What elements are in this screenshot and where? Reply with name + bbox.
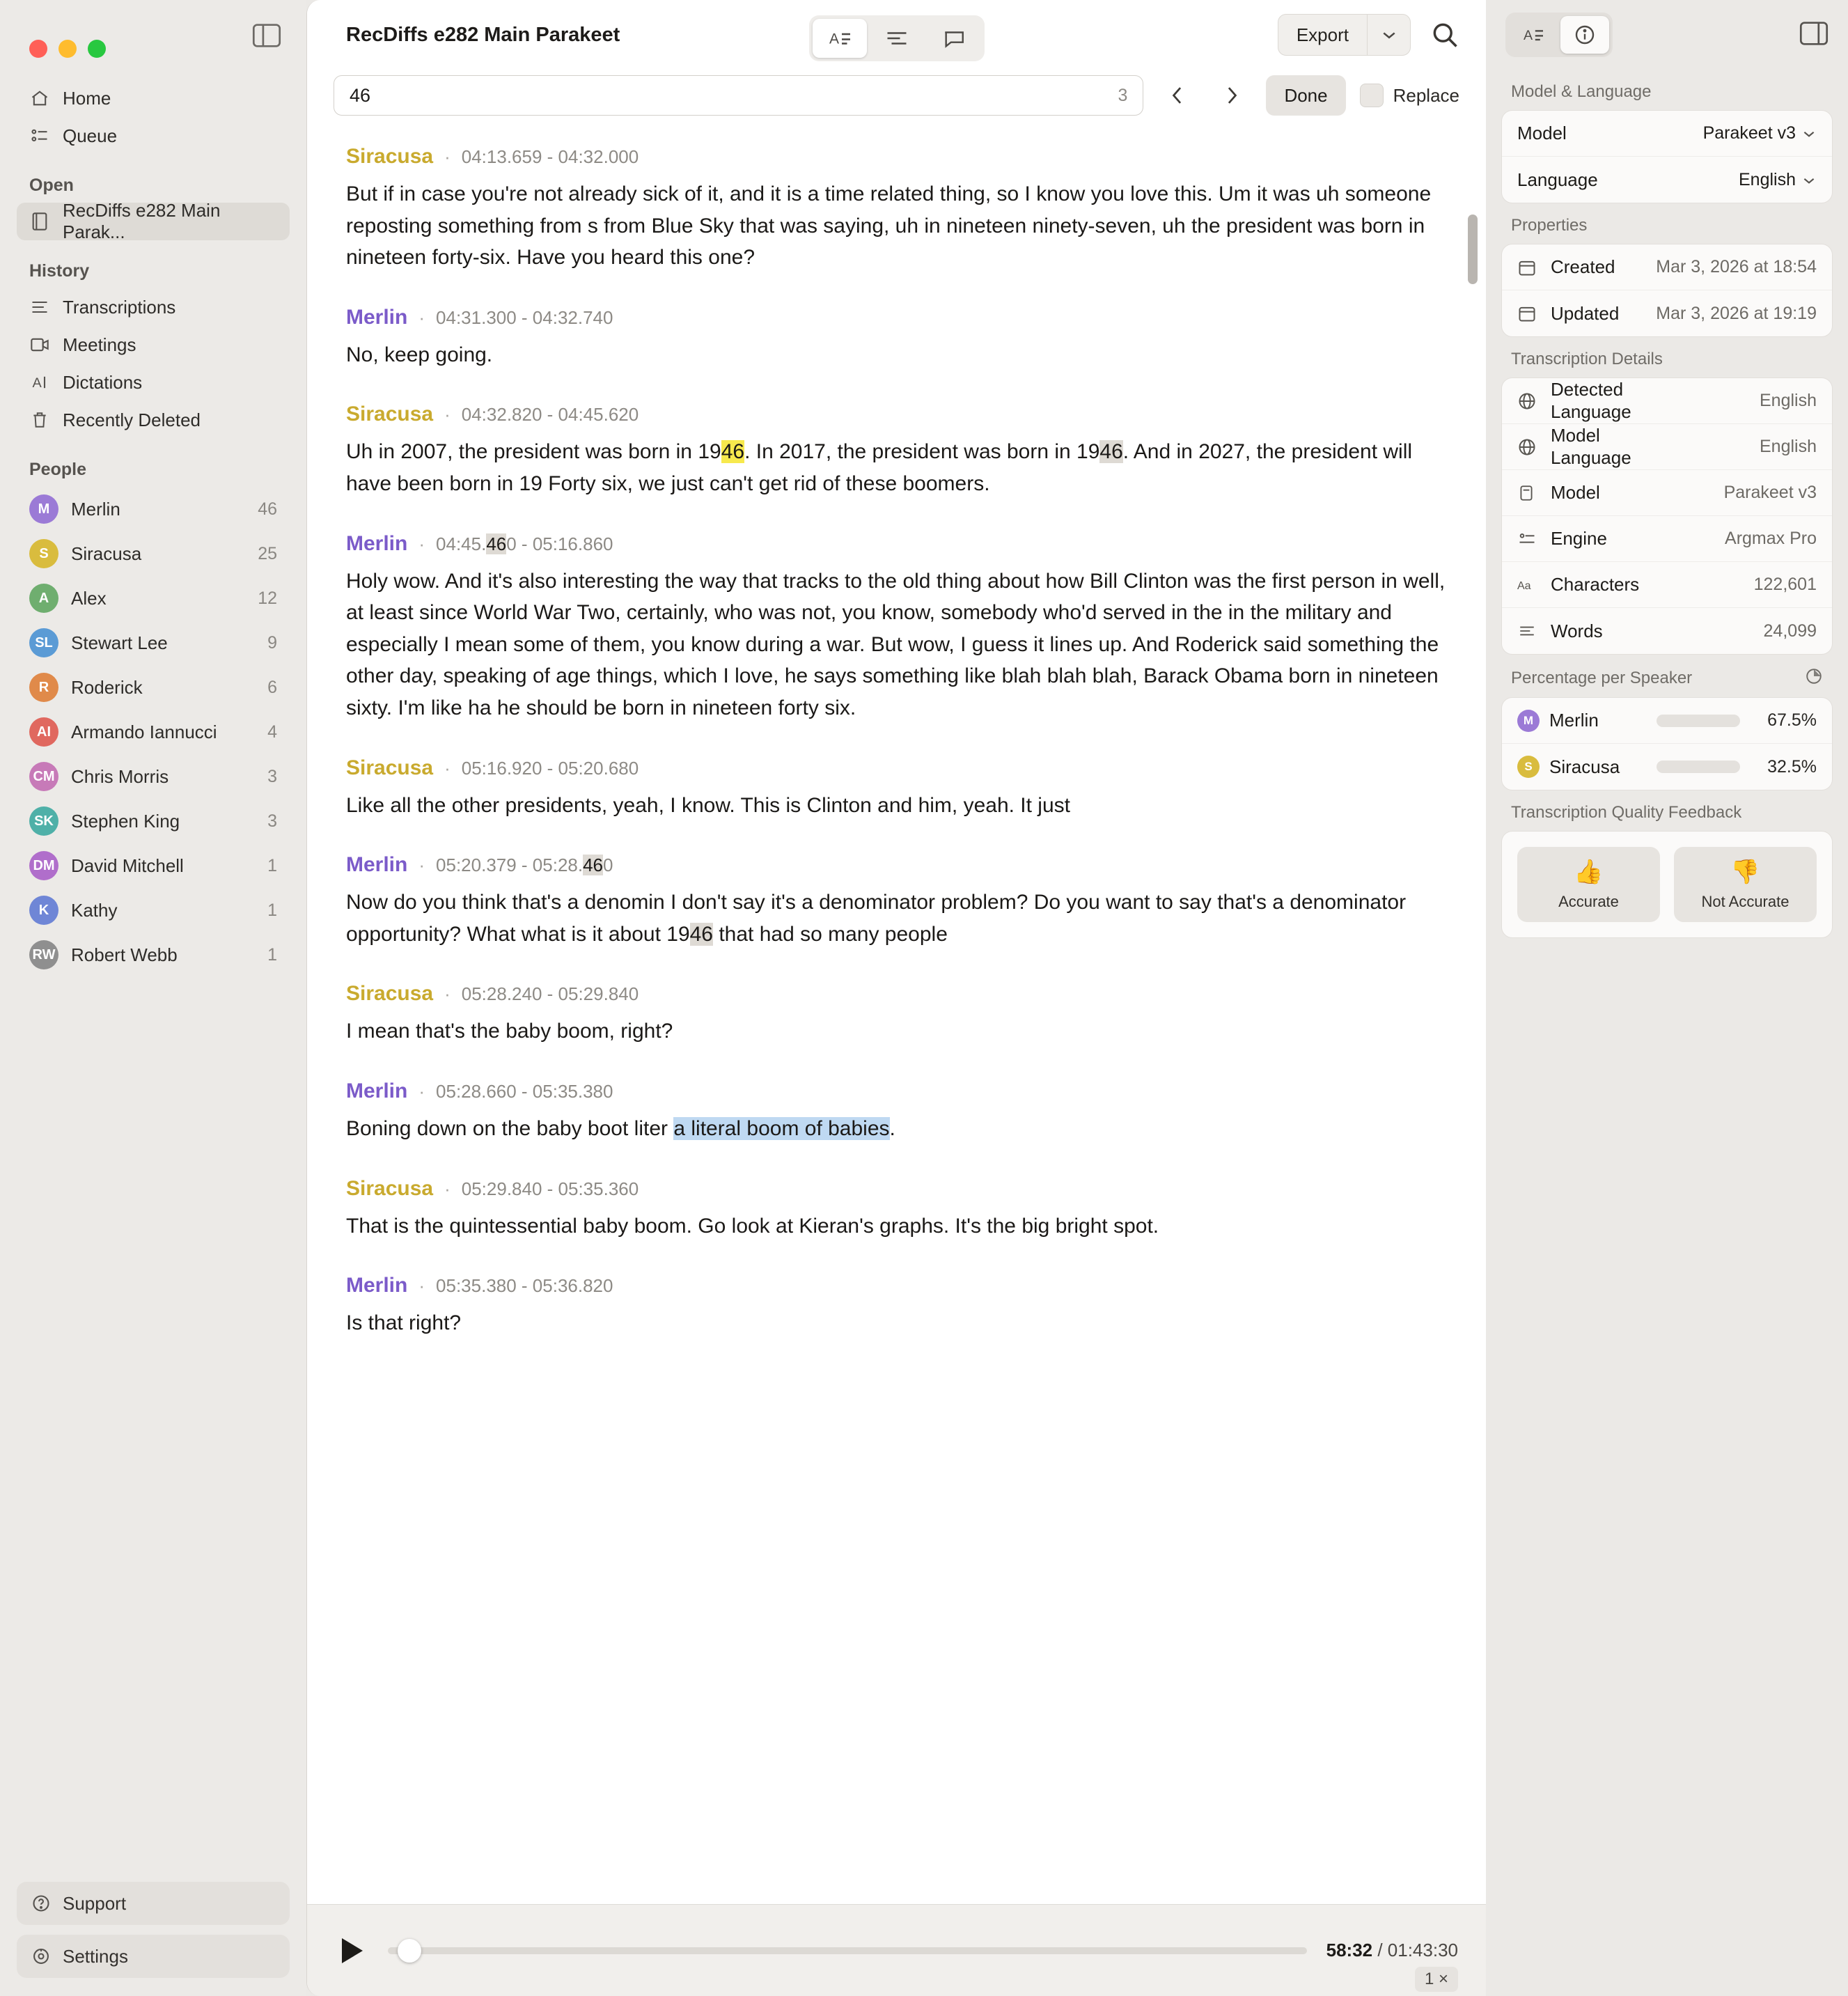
transcription-icon [29,297,50,318]
speaker-name: Merlin [1549,710,1599,731]
words-icon [1517,622,1541,640]
detail-label: Model [1551,482,1600,503]
properties-title: Properties [1511,216,1588,235]
detail-row [1502,470,1832,516]
list-item[interactable] [17,576,290,621]
transcript-scroll-area[interactable] [307,131,1486,1904]
time-display [1326,1940,1458,1961]
list-item[interactable] [17,799,290,843]
speaker-percentage-bar [1657,715,1740,727]
inspector-toolbar [1501,0,1833,70]
model-value: Parakeet v3 [1702,123,1796,143]
svg-text:A: A [32,375,42,391]
language-value: English [1739,169,1796,189]
turn-header [346,1177,1447,1201]
person-name: Chris Morris [71,765,169,787]
primary-nav [0,70,306,155]
turn-header [346,1274,1447,1297]
turn-text[interactable]: Uh in 2007, the president was born in 1946. In 2017, the president was born in 1946. And in 2027, the president will have been born in 19 Forty six, we just can't get rid of these boomers. [346,440,1413,495]
speaker-name[interactable]: Merlin [346,1274,408,1297]
globe-icon [1517,437,1541,457]
history-list [0,288,306,439]
detail-value: 24,099 [1763,621,1817,641]
feedback-card [1501,831,1833,938]
close-window-button[interactable] [29,40,47,58]
tab-inspector-text[interactable] [1509,16,1558,54]
detail-label: Words [1551,620,1603,641]
sidebar-item-label: Queue [63,125,118,146]
transcript-turn[interactable] [346,1079,1447,1145]
turn-header [346,1079,1447,1103]
turn-text[interactable]: That is the quintessential baby boom. Go look at Kieran's graphs. It's the big bright spot. [346,1214,1159,1238]
person-name: Roderick [71,676,143,698]
toolbar [307,0,1486,70]
speaker-name[interactable]: Siracusa [346,403,434,426]
separator: · [444,404,451,426]
main-content [306,0,1486,1996]
model-row[interactable] [1502,111,1832,157]
detail-row [1502,516,1832,562]
time-separator: / [1372,1940,1388,1960]
sidebar-item-open-document[interactable] [17,200,290,242]
sidebar-group-open: Open [29,176,74,195]
speaker-name[interactable]: Merlin [346,305,408,329]
timestamp[interactable]: 04:45.460 - 05:16.860 [436,533,613,554]
people-list [0,487,306,977]
transcript-turn[interactable] [346,756,1447,822]
person-name: Armando Iannucci [71,721,217,742]
calendar-icon [1517,258,1541,277]
toggle-inspector-icon[interactable] [1799,22,1829,49]
turn-header [346,403,1447,426]
avatar: S [29,539,58,568]
person-name: Siracusa [71,543,142,564]
model-label: Model [1517,123,1567,143]
timestamp[interactable]: 05:28.240 - 05:29.840 [461,983,639,1005]
total-time: 01:43:30 [1387,1940,1458,1960]
list-item[interactable] [17,710,290,754]
transcription-details-card [1501,377,1833,655]
accurate-button[interactable] [1517,847,1660,922]
queue-icon [29,125,50,146]
transcript-turn[interactable] [346,1177,1447,1242]
detail-value: Argmax Pro [1725,529,1817,548]
inspector-tab-switcher [1505,13,1613,57]
replace-checkbox[interactable] [1360,84,1384,107]
thumbs-up-icon: 👍 [1574,859,1604,885]
playback-speed-button[interactable]: 1 × [1415,1967,1458,1992]
sidebar-footer [0,1882,306,1996]
detail-row [1502,244,1832,290]
speaker-name[interactable]: Siracusa [346,1176,434,1200]
timestamp[interactable]: 04:13.659 - 04:32.000 [461,146,639,167]
person-name: David Mitchell [71,855,184,876]
person-name: Alex [71,587,107,609]
speaker-pct-title: Percentage per Speaker [1511,668,1693,687]
detail-value: Mar 3, 2026 at 18:54 [1656,257,1817,276]
transcript-list [307,135,1486,1399]
tab-comment-view[interactable] [927,19,981,58]
turn-text[interactable]: No, keep going. [346,343,493,366]
person-count: 1 [267,944,277,965]
list-item[interactable] [17,621,290,665]
timestamp[interactable]: 05:28.660 - 05:35.380 [436,1080,613,1102]
text-selection: a literal boom of babies [673,1116,890,1140]
avatar: AI [29,717,58,747]
turn-text[interactable]: Like all the other presidents, yeah, I know. This is Clinton and him, yeah. It just [346,793,1070,817]
language-row[interactable] [1502,157,1832,203]
separator: · [418,1080,425,1102]
feedback-title: Transcription Quality Feedback [1511,803,1742,822]
transcript-turn[interactable] [346,532,1447,724]
separator: · [444,757,451,779]
search-match-active: 46 [721,440,745,464]
transcript-turn[interactable] [346,853,1447,950]
export-button[interactable] [1278,14,1411,56]
toolbar-right [1278,14,1464,56]
avatar: SK [29,806,58,836]
not-accurate-label: Not Accurate [1701,893,1790,910]
current-time: 58:32 [1326,1940,1373,1960]
tab-outline-view[interactable] [870,19,924,58]
turn-header [346,982,1447,1006]
separator: · [418,855,425,876]
trash-icon [29,410,50,430]
model-language-card [1501,110,1833,203]
playback-knob[interactable] [398,1939,421,1963]
model-language-title: Model & Language [1511,82,1652,101]
person-count: 1 [267,855,277,875]
speaker-percentage-card [1501,697,1833,790]
replace-label: Replace [1393,84,1459,106]
turn-header [346,853,1447,877]
list-item[interactable] [17,888,290,933]
avatar: A [29,584,58,613]
svg-text:A: A [829,31,839,47]
avatar: M [1517,710,1540,732]
separator: · [444,983,451,1005]
avatar: SL [29,628,58,657]
sidebar-item-transcriptions[interactable] [17,288,290,326]
speaker-percentage-value: 32.5% [1767,756,1817,777]
turn-text[interactable]: Now do you think that's a denomin I don't say it's a denominator problem? Do you want to say that's a denominator opportunity? What what is it about 1946 that had so many people [346,891,1407,946]
playback-slider[interactable] [388,1947,1307,1954]
timestamp[interactable]: 04:32.820 - 04:45.620 [461,404,639,426]
next-match-button[interactable] [1212,75,1252,116]
match-count: 3 [1118,85,1128,105]
document-icon [29,211,50,232]
turn-text[interactable]: Is that right? [346,1311,462,1335]
sidebar-item-label: Meetings [63,334,136,355]
page-title: RecDiffs e282 Main Parakeet [346,23,620,46]
sidebar-group-history: History [29,261,90,281]
language-label: Language [1517,169,1598,190]
done-button[interactable]: Done [1266,75,1345,116]
chevron-down-icon[interactable] [1367,15,1410,55]
sidebar-item-label: RecDiffs e282 Main Parak... [63,200,221,242]
support-label: Support [63,1892,127,1914]
detail-value: Parakeet v3 [1723,483,1817,502]
tab-inspector-info[interactable] [1560,16,1609,54]
maximize-window-button[interactable] [88,40,106,58]
separator: · [418,1275,425,1297]
sidebar-item-recently-deleted[interactable] [17,401,290,439]
avatar: S [1517,756,1540,778]
play-button[interactable] [335,1934,368,1967]
turn-text[interactable]: Boning down on the baby boot liter a literal boom of babies. [346,1116,895,1140]
engine-icon [1517,529,1541,549]
audio-player [307,1904,1486,1996]
detail-row [1502,290,1832,336]
list-item[interactable] [17,843,290,888]
speaker-name[interactable]: Merlin [346,853,408,877]
person-count: 46 [258,499,277,519]
meetings-icon [29,334,50,355]
pie-chart-icon[interactable] [1805,667,1823,689]
transcript-turn[interactable] [346,306,1447,371]
search-match: 46 [583,855,604,876]
settings-button[interactable] [17,1935,290,1978]
dictation-icon [29,372,50,393]
person-count: 1 [267,900,277,920]
detail-row [1502,378,1832,424]
list-item[interactable] [17,487,290,531]
search-icon[interactable] [1426,16,1464,54]
search-match: 46 [689,922,713,946]
person-count: 4 [267,722,277,742]
person-count: 9 [267,632,277,653]
transcript-turn[interactable] [346,403,1447,499]
aa-icon [1517,576,1541,594]
person-name: Kathy [71,899,118,921]
svg-text:A: A [1524,28,1533,43]
speaker-name[interactable]: Siracusa [346,756,434,779]
person-count: 3 [267,811,277,831]
detail-label: Engine [1551,528,1607,549]
support-button[interactable] [17,1882,290,1925]
turn-text[interactable]: I mean that's the baby boom, right? [346,1020,673,1043]
accurate-label: Accurate [1558,893,1619,910]
sidebar-item-label: Transcriptions [63,296,176,318]
speaker-row [1502,744,1832,790]
timestamp[interactable]: 05:20.379 - 05:28.460 [436,855,613,876]
chevron-down-icon[interactable] [1801,169,1817,191]
thumbs-down-icon: 👎 [1730,859,1760,885]
speaker-name[interactable]: Siracusa [346,982,434,1006]
chevron-down-icon[interactable] [1801,123,1817,144]
search-match: 46 [486,533,507,554]
globe-icon [1517,391,1541,411]
transcript-turn[interactable] [346,145,1447,274]
details-title: Transcription Details [1511,350,1663,368]
person-name: Stewart Lee [71,632,168,653]
avatar: RW [29,940,58,969]
turn-text[interactable]: But if in case you're not already sick of it, and it is a time related thing, so I know you love this. Um it was uh someone reposting something from s from Blue Sky that was saying, uh in nineteen ninety-seven, uh the president was born in nineteen forty-six. Have you heard this one? [346,182,1432,270]
detail-label: Characters [1551,574,1640,595]
person-name: Robert Webb [71,944,178,965]
search-input[interactable] [334,75,1143,116]
home-icon [29,88,50,109]
properties-card [1501,244,1833,337]
transcript-turn[interactable] [346,982,1447,1047]
sidebar-item-home[interactable] [17,79,290,117]
search-query: 46 [350,84,371,106]
detail-label: Created [1551,256,1615,277]
sidebar-group-people: People [29,460,86,479]
timestamp[interactable]: 05:16.920 - 05:20.680 [461,757,639,779]
search-match: 46 [1099,440,1123,464]
sidebar-item-label: Home [63,87,111,109]
person-count: 25 [258,543,277,563]
transcript-turn[interactable] [346,1274,1447,1339]
detail-value: 122,601 [1753,575,1817,594]
person-count: 12 [258,588,277,608]
separator: · [418,306,425,328]
detail-value: Mar 3, 2026 at 19:19 [1656,303,1817,323]
person-name: Stephen King [71,810,180,832]
not-accurate-button[interactable] [1674,847,1817,922]
speaker-pct-header [1501,655,1833,697]
sidebar-item-dictations[interactable] [17,364,290,401]
sidebar-item-label: Recently Deleted [63,409,201,430]
turn-header [346,756,1447,780]
sidebar [0,0,306,1996]
speaker-row [1502,698,1832,744]
sidebar-item-label: Dictations [63,371,143,393]
speaker-name: Siracusa [1549,756,1620,777]
avatar: CM [29,762,58,791]
replace-toggle[interactable] [1360,84,1459,107]
list-item[interactable] [17,531,290,576]
sidebar-item-queue[interactable] [17,117,290,155]
detail-label: Updated [1551,302,1620,324]
list-item[interactable] [17,665,290,710]
list-item[interactable] [17,754,290,799]
timestamp[interactable]: 04:31.300 - 04:32.740 [436,306,613,328]
person-count: 6 [267,677,277,697]
detail-row [1502,608,1832,654]
minimize-window-button[interactable] [58,40,77,58]
person-name: Merlin [71,498,120,520]
list-item[interactable] [17,933,290,977]
speaker-name[interactable]: Siracusa [346,145,434,168]
export-label: Export [1296,24,1349,45]
speaker-percentage-value: 67.5% [1767,710,1817,730]
separator: · [444,1178,451,1199]
help-icon [31,1893,52,1914]
toggle-sidebar-icon[interactable] [252,24,281,47]
separator: · [444,146,451,167]
detail-value: English [1760,437,1817,456]
turn-text[interactable]: Holy wow. And it's also interesting the way that tracks to the old thing about how Bill Clinton was the first person in well, at least since World War Two, certainly, who was not, you know, somebody who'd served in the in the military and especially I mean some of them, you know during a war. But wow, I guess it lines up. And Roderick said something the other day, speaking of age things, which I love, he says something like blah blah blah, Barack Obama born in nineteen sixty. I'm like ha he should be born in nineteen forty six. [346,569,1446,719]
find-bar [307,70,1486,131]
avatar: K [29,896,58,925]
turn-header [346,306,1447,329]
open-list [0,200,306,242]
speaker-name[interactable]: Merlin [346,531,408,555]
tab-text-view[interactable] [813,19,867,58]
detail-label: Model Language [1551,425,1631,468]
settings-label: Settings [63,1945,128,1967]
svg-text:Aa: Aa [1517,579,1531,592]
avatar: DM [29,851,58,880]
inspector-panel [1486,0,1848,1996]
chip-icon [1517,483,1541,503]
timestamp[interactable]: 05:35.380 - 05:36.820 [436,1275,613,1297]
gear-icon [31,1946,52,1967]
detail-label: Detected Language [1551,379,1631,422]
detail-row [1502,562,1832,608]
turn-header [346,532,1447,556]
speaker-name[interactable]: Merlin [346,1079,408,1102]
sidebar-item-meetings[interactable] [17,326,290,364]
detail-row [1502,424,1832,470]
detail-value: English [1760,391,1817,410]
person-count: 3 [267,766,277,786]
calendar-icon [1517,304,1541,323]
separator: · [418,533,425,554]
avatar: R [29,673,58,702]
previous-match-button[interactable] [1157,75,1198,116]
avatar: M [29,494,58,524]
vertical-scrollbar[interactable] [1468,215,1478,284]
speaker-percentage-bar [1657,761,1740,773]
turn-header [346,145,1447,169]
timestamp[interactable]: 05:29.840 - 05:35.360 [461,1178,639,1199]
view-mode-switcher [809,15,985,61]
